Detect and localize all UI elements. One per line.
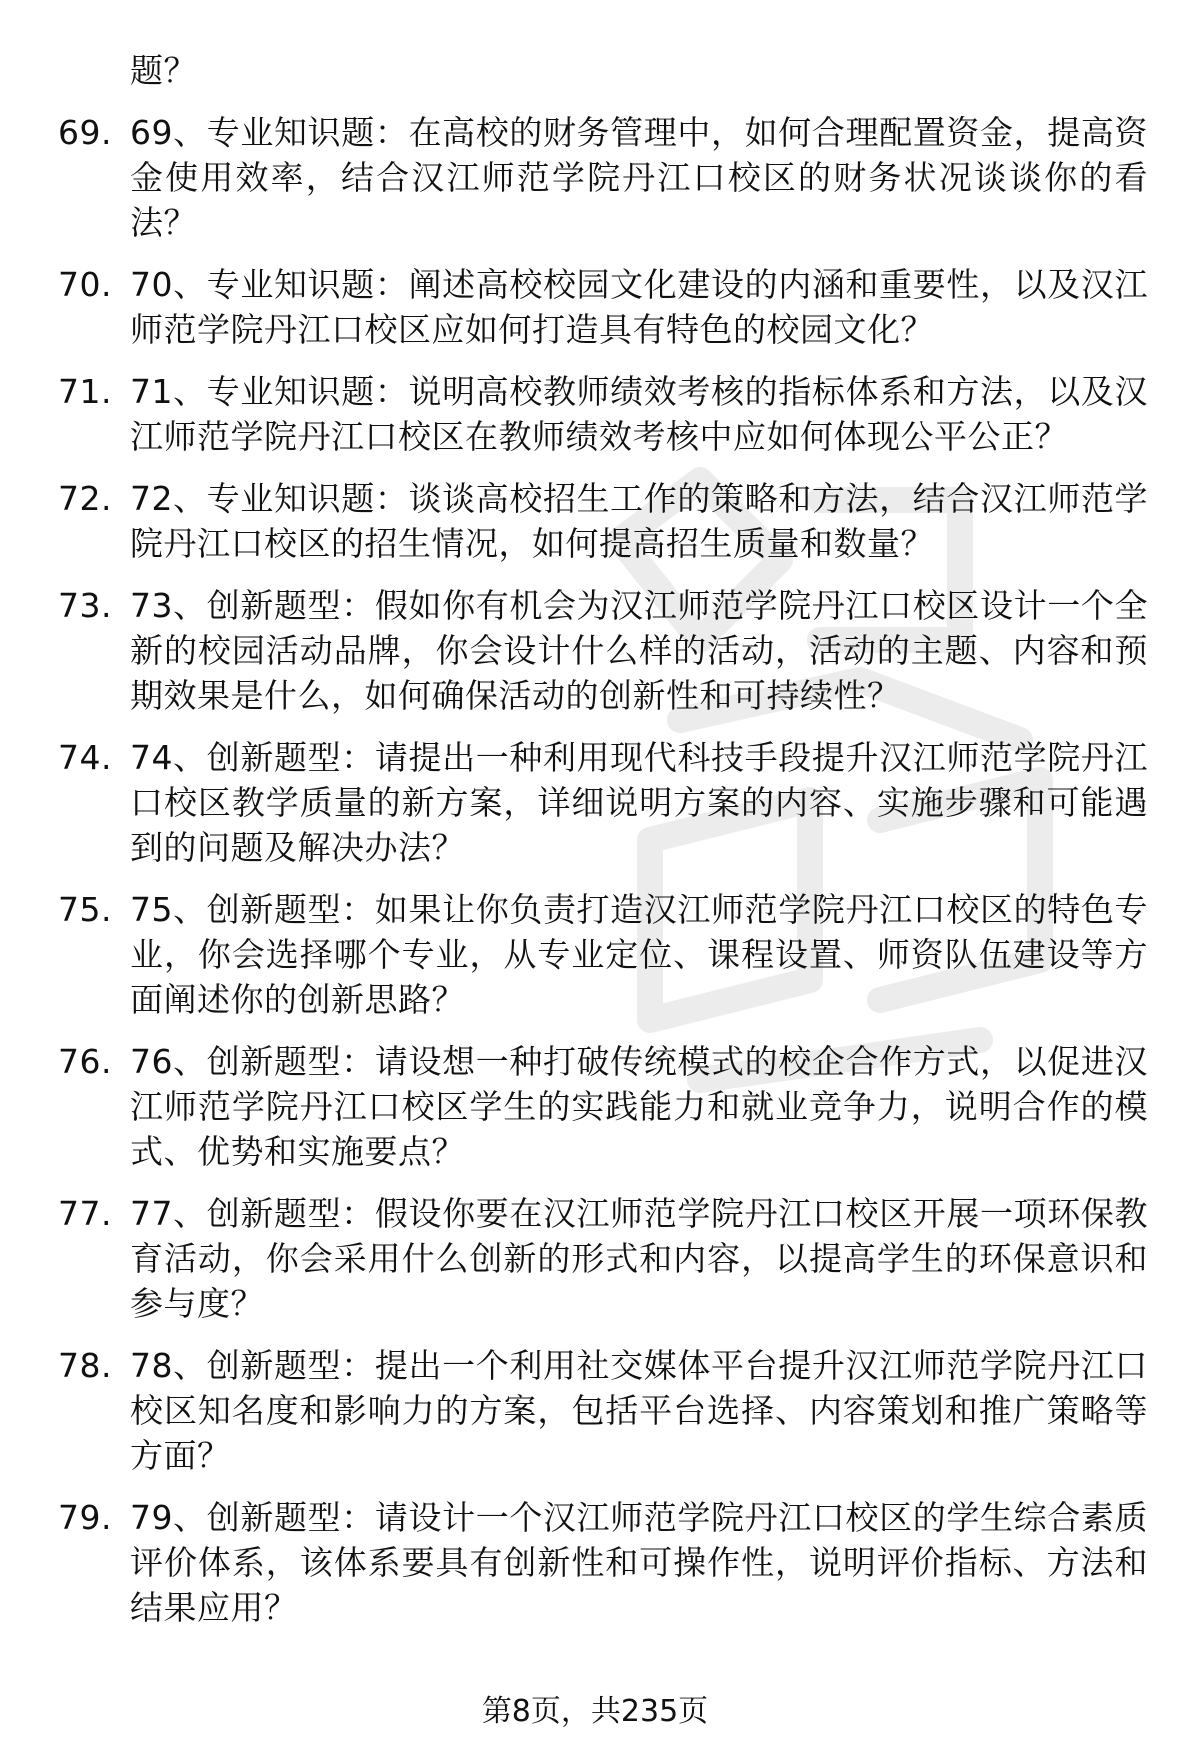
question-number: 72. [58,479,112,518]
question-number: 78. [58,1346,112,1385]
question-number: 75. [58,890,112,929]
list-item [58,476,1148,566]
list-item [58,262,1148,352]
question-number: 74. [58,738,112,777]
question-list [58,110,1148,1630]
page-footer: 第8页，共235页 [481,1694,709,1729]
list-item [58,1039,1148,1174]
question-text: 69、专业知识题：在高校的财务管理中，如何合理配置资金，提高资金使用效率，结合汉江师范学院丹江口校区的财务状况谈谈你的看法？ [130,113,1148,242]
question-text: 70、专业知识题：阐述高校校园文化建设的内涵和重要性，以及汉江师范学院丹江口校区应如何打造具有特色的校园文化？ [130,265,1148,349]
list-item [58,369,1148,459]
list-item [58,887,1148,1022]
question-number: 79. [58,1498,112,1537]
list-item [58,735,1148,870]
question-number: 71. [58,372,112,411]
question-text: 74、创新题型：请提出一种利用现代科技手段提升汉江师范学院丹江口校区教学质量的新方案，详细说明方案的内容、实施步骤和可能遇到的问题及解决办法？ [130,738,1148,867]
page-content [58,48,1148,1630]
question-number: 69. [58,113,112,152]
question-number: 73. [58,586,112,625]
question-text: 77、创新题型：假设你要在汉江师范学院丹江口校区开展一项环保教育活动，你会采用什么创新的形式和内容，以提高学生的环保意识和参与度？ [130,1194,1148,1323]
question-number: 76. [58,1042,112,1081]
question-text: 79、创新题型：请设计一个汉江师范学院丹江口校区的学生综合素质评价体系，该体系要具有创新性和可操作性，说明评价指标、方法和结果应用？ [130,1498,1148,1627]
list-item [58,1191,1148,1326]
question-text: 78、创新题型：提出一个利用社交媒体平台提升汉江师范学院丹江口校区知名度和影响力的方案，包括平台选择、内容策划和推广策略等方面？ [130,1346,1148,1475]
continuation-text: 题？ [130,51,197,90]
list-item [58,1495,1148,1630]
question-text: 72、专业知识题：谈谈高校招生工作的策略和方法，结合汉江师范学院丹江口校区的招生情况，如何提高招生质量和数量？ [130,479,1148,563]
question-text: 75、创新题型：如果让你负责打造汉江师范学院丹江口校区的特色专业，你会选择哪个专业，从专业定位、课程设置、师资队伍建设等方面阐述你的创新思路？ [130,890,1148,1019]
question-text: 71、专业知识题：说明高校教师绩效考核的指标体系和方法，以及汉江师范学院丹江口校区在教师绩效考核中应如何体现公平公正？ [130,372,1148,456]
list-item [58,110,1148,245]
list-item [58,1343,1148,1478]
question-number: 70. [58,265,112,304]
question-text: 73、创新题型：假如你有机会为汉江师范学院丹江口校区设计一个全新的校园活动品牌，你会设计什么样的活动，活动的主题、内容和预期效果是什么，如何确保活动的创新性和可持续性？ [130,586,1148,715]
list-item [58,583,1148,718]
question-number: 77. [58,1194,112,1233]
question-text: 76、创新题型：请设想一种打破传统模式的校企合作方式，以促进汉江师范学院丹江口校区学生的实践能力和就业竞争力，说明合作的模式、优势和实施要点？ [130,1042,1148,1171]
